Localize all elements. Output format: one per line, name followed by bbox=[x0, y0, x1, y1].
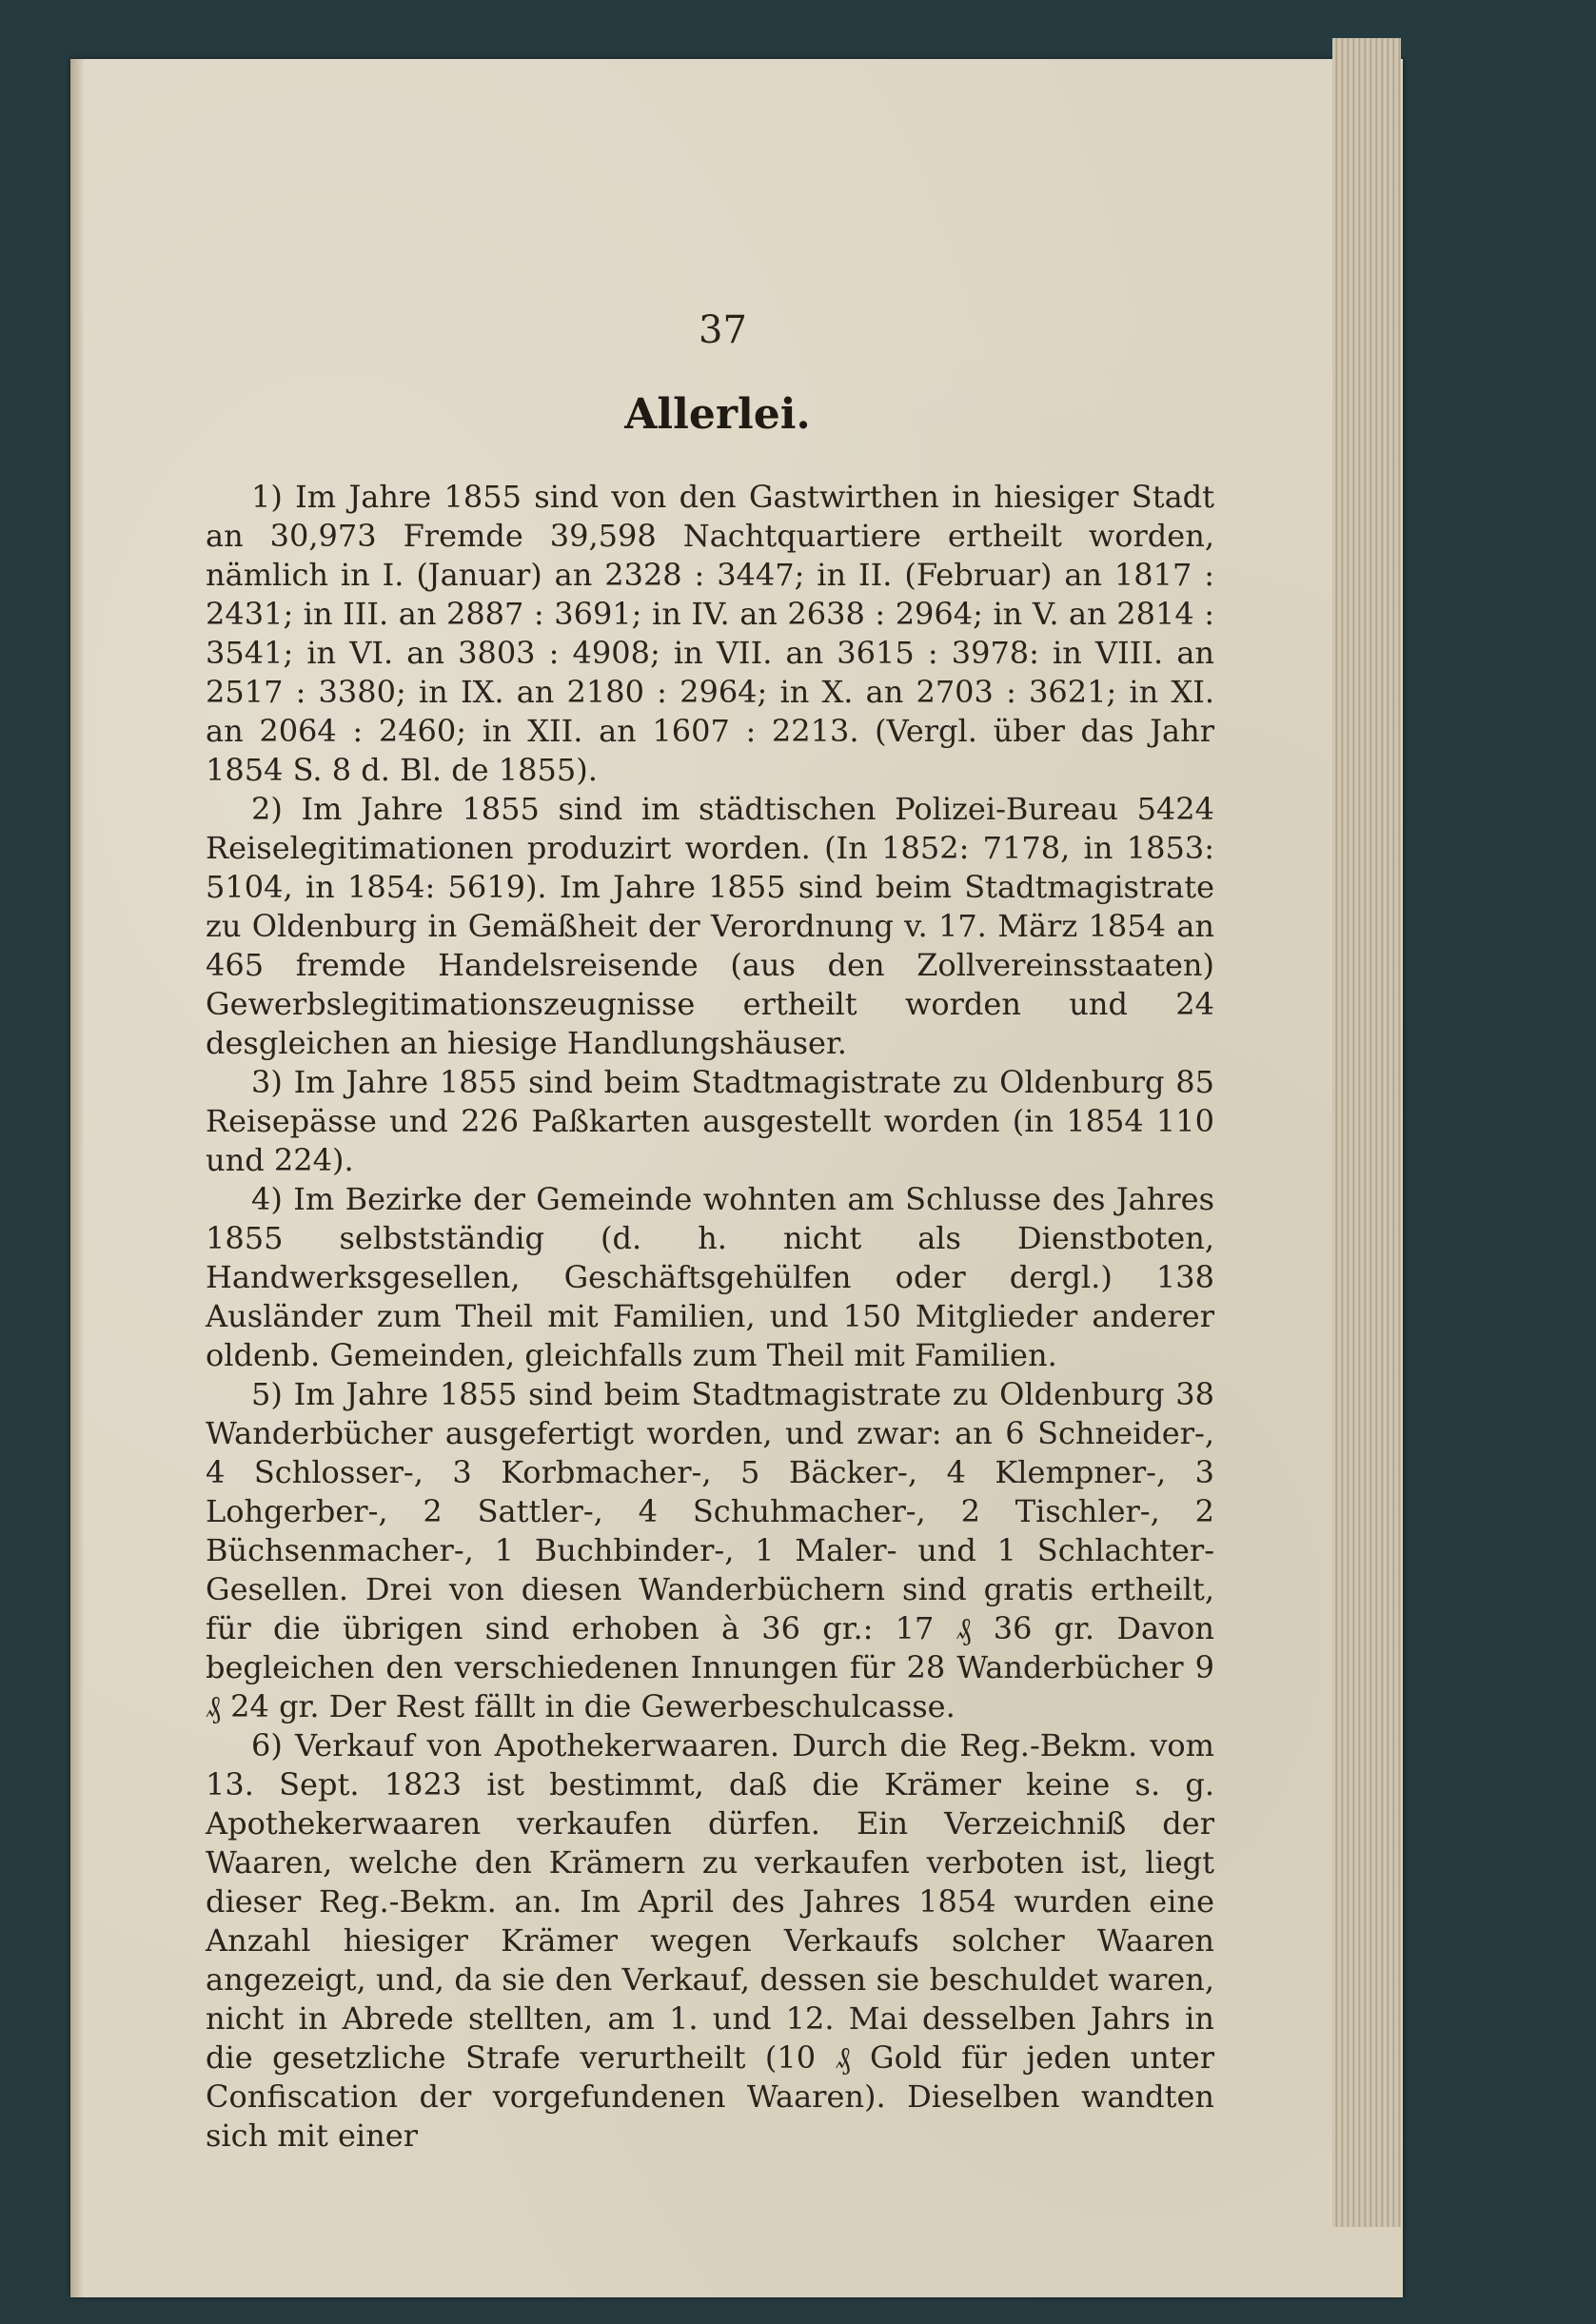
book-page bbox=[70, 59, 1403, 2297]
body-text bbox=[206, 478, 1214, 2156]
paragraph-2: 2) Im Jahre 1855 sind im städtischen Polizei-Bureau 5424 Reiselegitimationen produzirt worden. (In 1852: 7178, in 1853: 5104, in 1854: 5619). Im Jahre 1855 sind beim Stadtmagistrate zu Oldenburg in Gemäßheit der Verordnung v. 17. März 1854 an 465 fremde Handelsreisende (aus den Zollvereinsstaaten) Gewerbslegitimationszeugnisse ertheilt worden und 24 desgleichen an hiesige Handlungshäuser. bbox=[206, 791, 1214, 1061]
page-gutter bbox=[70, 59, 84, 2297]
paragraph-4: 4) Im Bezirke der Gemeinde wohnten am Schlusse des Jahres 1855 selbstständig (d. h. nicht als Dienstboten, Handwerksgesellen, Geschäftsgehülfen oder dergl.) 138 Ausländer zum Theil mit Familien, und 150 Mitglieder anderer oldenb. Gemeinden, gleichfalls zum Theil mit Familien. bbox=[206, 1181, 1214, 1373]
paragraph-3: 3) Im Jahre 1855 sind beim Stadtmagistrate zu Oldenburg 85 Reisepässe und 226 Paßkarten ausgestellt worden (in 1854 110 und 224). bbox=[206, 1064, 1214, 1178]
paragraph-5: 5) Im Jahre 1855 sind beim Stadtmagistrate zu Oldenburg 38 Wanderbücher ausgefertigt worden, und zwar: an 6 Schneider-, 4 Schlosser-, 3 Korbmacher-, 5 Bäcker-, 4 Klempner-, 3 Lohgerber-, 2 Sattler-, 4 Schuhmacher-, 2 Tischler-, 2 Büchsenmacher-, 1 Buchbinder-, 1 Maler- und 1 Schlachter-Gesellen. Drei von diesen Wanderbüchern sind gratis ertheilt, für die übrigen sind erhoben à 36 gr.: 17 ₰ 36 gr. Davon begleichen den verschiedenen Innungen für 28 Wanderbücher 9 ₰ 24 gr. Der Rest fällt in die Gewerbeschulcasse. bbox=[206, 1376, 1214, 1724]
page-number: 37 bbox=[699, 308, 747, 352]
page-stack-edge bbox=[1332, 38, 1401, 2227]
paragraph-6: 6) Verkauf von Apothekerwaaren. Durch die Reg.-Bekm. vom 13. Sept. 1823 ist bestimmt, daß die Krämer keine s. g. Apothekerwaaren verkaufen dürfen. Ein Verzeichniß der Waaren, welche den Krämern zu verkaufen verboten ist, liegt dieser Reg.-Bekm. an. Im April des Jahres 1854 wurden eine Anzahl hiesiger Krämer wegen Verkaufs solcher Waaren angezeigt, und, da sie den Verkauf, dessen sie beschuldet waren, nicht in Abrede stellten, am 1. und 12. Mai desselben Jahrs in die gesetzliche Strafe verurtheilt (10 ₰ Gold für jeden unter Confiscation der vorgefundenen Waaren). Dieselben wandten sich mit einer bbox=[206, 1727, 1214, 2154]
section-heading: Allerlei. bbox=[624, 390, 811, 439]
paragraph-1: 1) Im Jahre 1855 sind von den Gastwirthen in hiesiger Stadt an 30,973 Fremde 39,598 Nachtquartiere ertheilt worden, nämlich in I. (Januar) an 2328 : 3447; in II. (Februar) an 1817 : 2431; in III. an 2887 : 3691; in IV. an 2638 : 2964; in V. an 2814 : 3541; in VI. an 3803 : 4908; in VII. an 3615 : 3978: in VIII. an 2517 : 3380; in IX. an 2180 : 2964; in X. an 2703 : 3621; in XI. an 2064 : 2460; in XII. an 1607 : 2213. (Vergl. über das Jahr 1854 S. 8 d. Bl. de 1855). bbox=[206, 479, 1214, 788]
